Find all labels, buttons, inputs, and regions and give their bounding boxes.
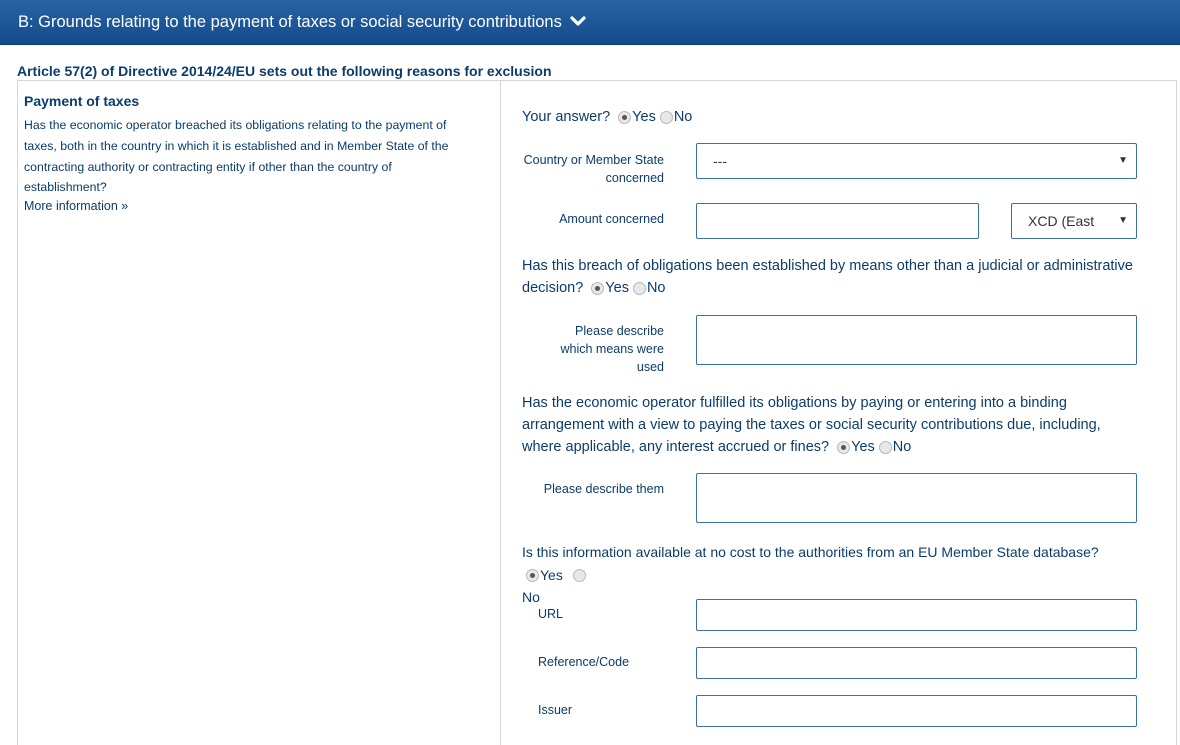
q3-no-label: No: [892, 439, 912, 456]
describe-label: Please describe them: [543, 482, 664, 496]
currency-select-value: XCD (East: [1028, 213, 1095, 229]
criterion-title: Payment of taxes: [24, 93, 140, 109]
q1-yes-label: Yes: [632, 109, 656, 126]
question-text: Has this breach of obligations been established by means other than a judicial or administrative decision?: [522, 258, 1133, 296]
section-header[interactable]: [0, 0, 1180, 45]
more-information-link[interactable]: More information »: [24, 199, 129, 214]
reference-input[interactable]: [696, 647, 1137, 679]
criterion-text: Has the economic operator breached its obligations relating to the payment of taxes, both in the country in which it is established and in Member State of the contracting authority or contracting entity if other than the country of establishment?: [24, 118, 449, 195]
question-obligations-fulfilled: [522, 392, 1137, 458]
section-title: B: Grounds relating to the payment of taxes or social security contributions: [18, 12, 562, 31]
amount-input[interactable]: [696, 203, 979, 239]
q1-no-radio[interactable]: [660, 111, 673, 124]
q4-no-radio[interactable]: [573, 569, 586, 582]
issuer-label: Issuer: [538, 703, 573, 717]
country-select-value: ---: [713, 153, 727, 169]
q3-no-radio[interactable]: [879, 441, 892, 454]
means-textarea[interactable]: [696, 315, 1137, 365]
q4-no-label: No: [522, 589, 540, 606]
currency-select[interactable]: [1011, 203, 1137, 239]
describe-textarea[interactable]: [696, 473, 1137, 523]
criterion-description: [24, 93, 474, 213]
q4-yes-label: Yes: [540, 567, 563, 584]
url-label: URL: [538, 607, 564, 621]
country-label: Country or Member State concerned: [523, 153, 664, 185]
question-text: Your answer?: [522, 109, 611, 125]
question-other-means: [522, 255, 1162, 299]
dropdown-arrow-icon: ▼: [1118, 215, 1128, 226]
question-text: Has the economic operator fulfilled its obligations by paying or entering into a binding arrangement with a view to paying the taxes or social security contributions due, including, where applicable, any interest accrued or fines?: [522, 395, 1101, 455]
issuer-input[interactable]: [696, 695, 1137, 727]
question-text: Is this information available at no cost to the authorities from an EU Member State database?: [522, 544, 1099, 560]
q3-yes-label: Yes: [851, 439, 875, 456]
q2-yes-radio[interactable]: [591, 282, 604, 295]
q1-no-label: No: [673, 109, 693, 126]
means-label: Please describe which means were used: [560, 324, 664, 374]
reference-label: Reference/Code: [538, 655, 630, 669]
q2-no-label: No: [646, 280, 666, 297]
dropdown-arrow-icon: ▼: [1118, 155, 1128, 166]
column-divider: [500, 81, 501, 745]
article-subtitle: Article 57(2) of Directive 2014/24/EU sets out the following reasons for exclusion: [17, 63, 552, 79]
country-select[interactable]: [696, 143, 1137, 179]
question-your-answer: [522, 106, 692, 128]
q2-no-radio[interactable]: [633, 282, 646, 295]
q1-yes-radio[interactable]: [618, 111, 631, 124]
q3-yes-radio[interactable]: [837, 441, 850, 454]
chevron-down-icon[interactable]: [570, 16, 586, 28]
q4-yes-radio[interactable]: [526, 569, 539, 582]
q2-yes-label: Yes: [605, 280, 629, 297]
amount-label: Amount concerned: [559, 212, 664, 226]
url-input[interactable]: [696, 599, 1137, 631]
